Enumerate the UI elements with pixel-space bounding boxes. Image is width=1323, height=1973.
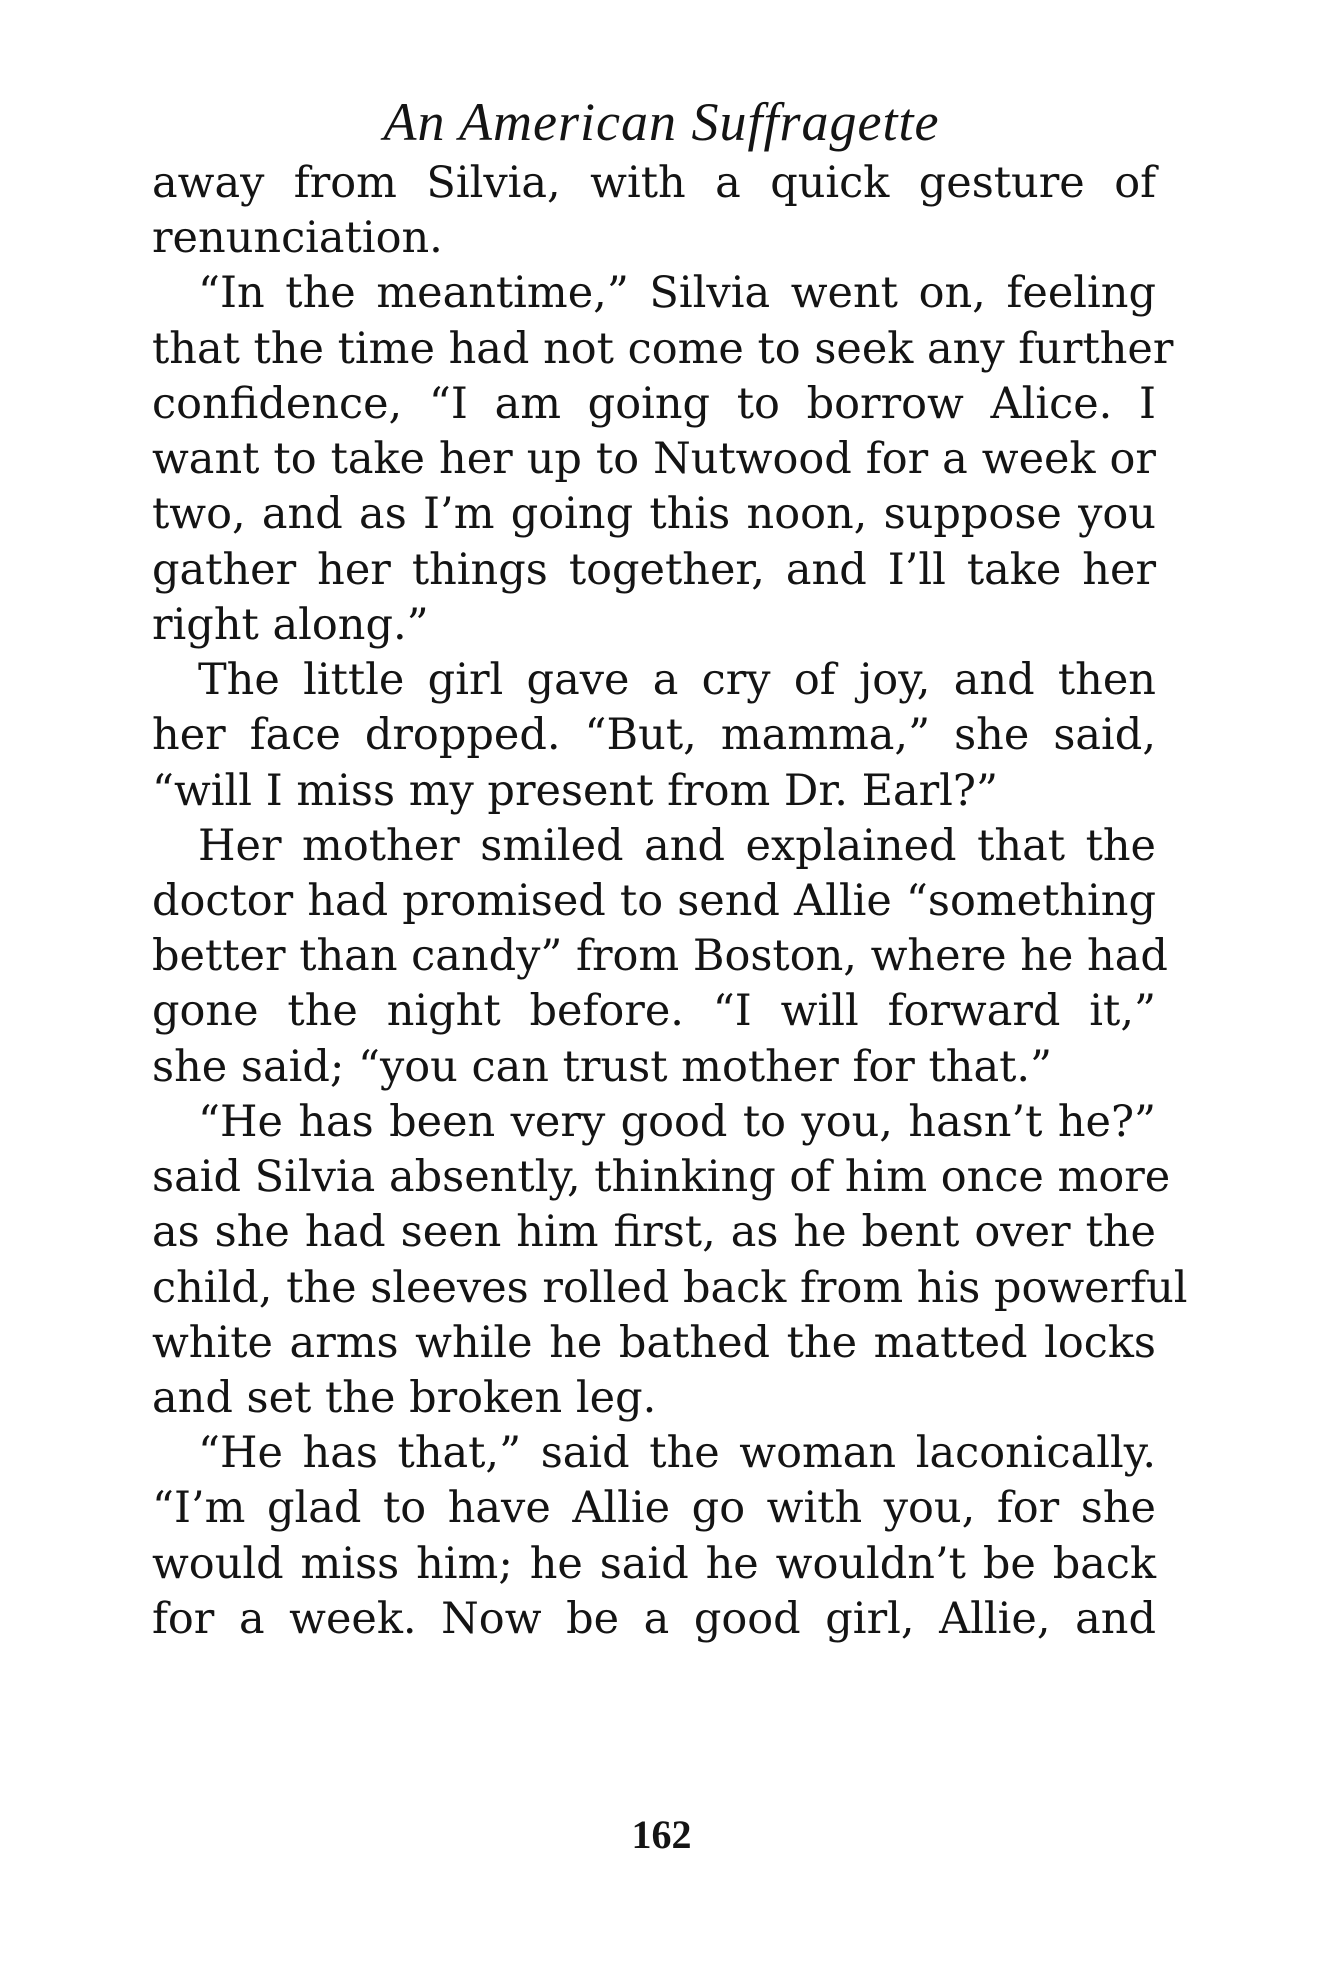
text-line: away from Silvia, with a quick gesture of: [152, 158, 1156, 208]
page-number: 162: [631, 1812, 692, 1857]
text-line: white arms while he bathed the matted locks: [152, 1318, 1156, 1368]
text-line: want to take her up to Nutwood for a week or: [152, 434, 1156, 484]
paragraph-first-line: “He has been very good to you, hasn’t he?”: [198, 1097, 1156, 1147]
paragraph-first-line: “He has that,” said the woman laconically.: [198, 1428, 1156, 1478]
text-line: “I’m glad to have Allie go with you, for she: [152, 1483, 1156, 1533]
text-line: child, the sleeves rolled back from his powerful: [152, 1263, 1188, 1313]
text-line: doctor had promised to send Allie “something: [152, 876, 1156, 926]
text-line: “will I miss my present from Dr. Earl?”: [152, 766, 998, 816]
text-line: renunciation.: [152, 213, 443, 263]
text-line: her face dropped. “But, mamma,” she said,: [152, 710, 1156, 760]
text-line: better than candy” from Boston, where he had: [152, 931, 1168, 981]
text-line: gather her things together, and I’ll take her: [152, 545, 1156, 595]
text-line: right along.”: [152, 600, 429, 650]
paragraph-first-line: The little girl gave a cry of joy, and then: [198, 655, 1156, 705]
paragraph-first-line: “In the meantime,” Silvia went on, feeling: [198, 268, 1156, 318]
text-line: confidence, “I am going to borrow Alice. I: [152, 379, 1156, 429]
text-line: and set the broken leg.: [152, 1373, 657, 1423]
running-head: An American Suffragette: [383, 92, 940, 152]
text-line: she said; “you can trust mother for that.”: [152, 1042, 1053, 1092]
text-line: would miss him; he said he wouldn’t be back: [152, 1539, 1156, 1589]
text-line: two, and as I’m going this noon, suppose you: [152, 489, 1156, 539]
text-line: that the time had not come to seek any further: [152, 324, 1174, 374]
text-line: for a week. Now be a good girl, Allie, and: [152, 1594, 1156, 1644]
text-line: said Silvia absently, thinking of him once more: [152, 1152, 1171, 1202]
text-line: gone the night before. “I will forward it,”: [152, 986, 1156, 1036]
paragraph-first-line: Her mother smiled and explained that the: [198, 821, 1156, 871]
text-line: as she had seen him first, as he bent over the: [152, 1207, 1156, 1257]
